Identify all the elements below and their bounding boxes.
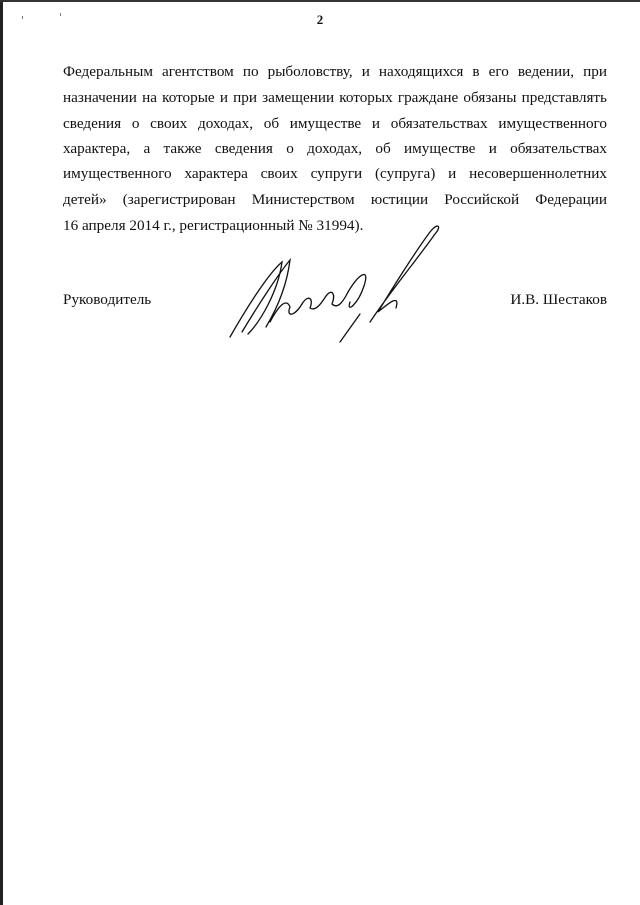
body-line: детей» (зарегистрирован Министерством юстиции Российской Федерации <box>63 191 607 208</box>
body-line: имущественного характера своих супруги (супруга) и несовершеннолетних <box>63 165 607 182</box>
body-line: 16 апреля 2014 г., регистрационный № 31994). <box>63 217 364 234</box>
body-line: назначении на которые и при замещении которых граждане обязаны представлять <box>63 89 607 106</box>
signatory-position: Руководитель <box>63 291 152 308</box>
scan-edge <box>0 0 3 905</box>
signatory-name: И.В. Шестаков <box>510 291 607 308</box>
body-line: Федеральным агентством по рыболовству, и находящихся в его ведении, при <box>63 63 607 80</box>
body-line: сведения о своих доходах, об имуществе и обязательствах имущественного <box>63 115 607 132</box>
handwritten-signature <box>220 222 450 352</box>
page-number: 2 <box>316 12 324 27</box>
scan-top-edge <box>0 0 640 2</box>
body-line: характера, а также сведения о доходах, об имуществе и обязательствах <box>63 140 607 157</box>
